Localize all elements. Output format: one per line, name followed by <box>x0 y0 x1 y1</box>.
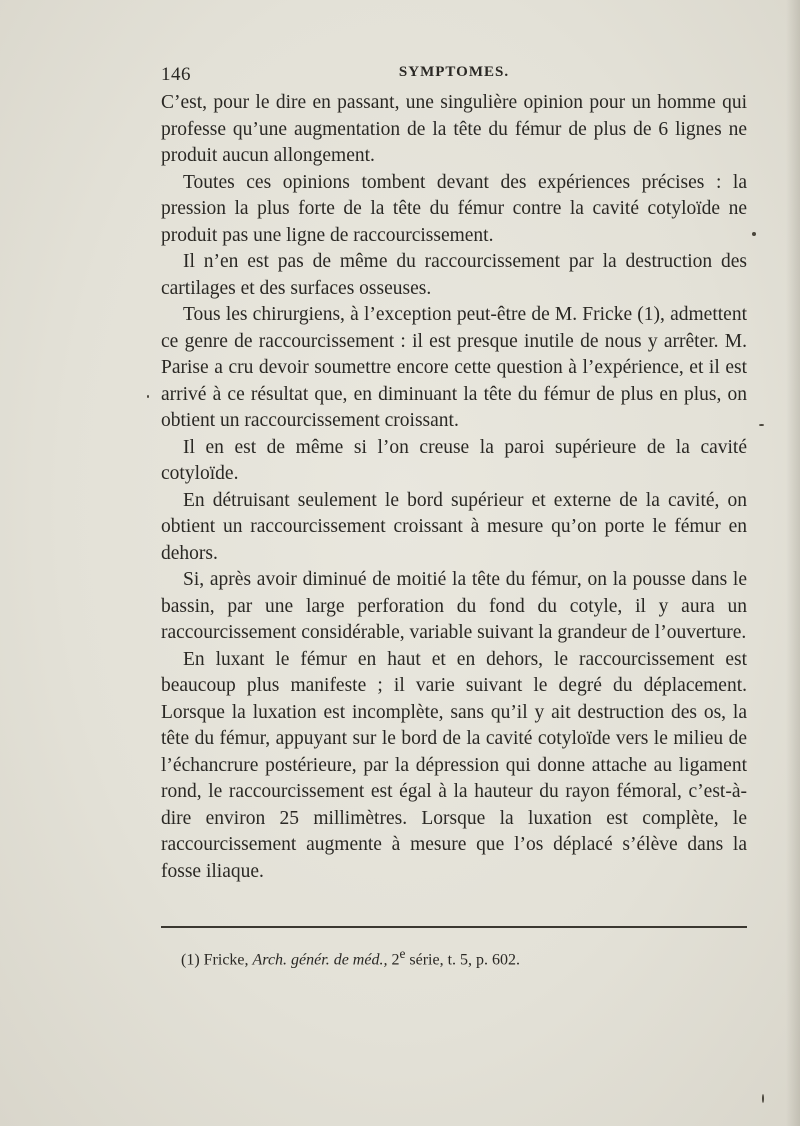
footnote-details: série, t. 5, p. 602. <box>409 951 521 969</box>
page-edge-shadow <box>786 0 800 1126</box>
paper-speck <box>147 395 149 398</box>
running-head: SYMPTOMES. <box>398 64 510 80</box>
footnote-rule <box>161 926 747 928</box>
page-header <box>161 64 747 88</box>
paragraph: En détruisant seulement le bord supérieur et externe de la cavité, on obtient un raccourcissement croissant à mesure qu’on porte le fémur en dehors. <box>161 489 747 564</box>
footnote-series-number: 2 <box>391 951 400 969</box>
footnote-author: Fricke, <box>203 951 249 969</box>
footnote <box>181 943 741 971</box>
paragraph: Toutes ces opinions tombent devant des expériences précises : la pression la plus forte de la tête du fémur contre la cavité cotyloïde ne produit pas une ligne de raccourcissement. <box>161 171 747 246</box>
paragraph: Tous les chirurgiens, à l’exception peut-être de M. Fricke (1), admettent ce genre de raccourcissement : il est presque inutile de nous y arrêter. M. Parise a cru devoir soumettre encore cette question à l’expérience, et il est arrivé à ce résultat que, en diminuant la tête du fémur de plus en plus, on obtient un raccourcissement croissant. <box>161 304 747 431</box>
page-number: 146 <box>161 64 191 85</box>
paper-speck <box>759 424 764 426</box>
footnote-marker: (1) <box>181 951 200 969</box>
footnote-source: Arch. génér. de méd., <box>252 951 388 969</box>
paragraph: Il n’en est pas de même du raccourcissement par la destruction des cartilages et des surfaces osseuses. <box>161 251 747 299</box>
body-text <box>161 90 747 885</box>
paragraph: C’est, pour le dire en passant, une singulière opinion pour un homme qui professe qu’une augmentation de la tête du fémur de plus de 6 lignes ne produit aucun allongement. <box>161 92 747 166</box>
footnote-series-suffix: e <box>399 946 406 961</box>
paragraph: Si, après avoir diminué de moitié la tête du fémur, on la pousse dans le bassin, par une large perforation du fond du cotyle, il y aura un raccourcissement considérable, variable suivant la grandeur de l’ouverture. <box>161 569 747 643</box>
paper-speck <box>762 1094 764 1103</box>
paragraph: Il en est de même si l’on creuse la paroi supérieure de la cavité cotyloïde. <box>161 436 747 484</box>
paper-speck <box>752 232 756 236</box>
paragraph: En luxant le fémur en haut et en dehors, le raccourcissement est beaucoup plus manifeste ; il varie suivant le degré du déplacement. Lorsque la luxation est incomplète, sans qu’il y ait destruction des os, la tête du fémur, appuyant sur le bord de la cavité cotyloïde vers le milieu de l’échancrure postérieure, par la dépression qui donne attache au ligament rond, le raccourcissement est égal à la hauteur du rayon fémoral, c’est-à-dire environ 25 millimètres. Lorsque la luxation est complète, le raccourcissement augmente à mesure que l’os déplacé s’élève dans la fosse iliaque. <box>161 648 747 882</box>
